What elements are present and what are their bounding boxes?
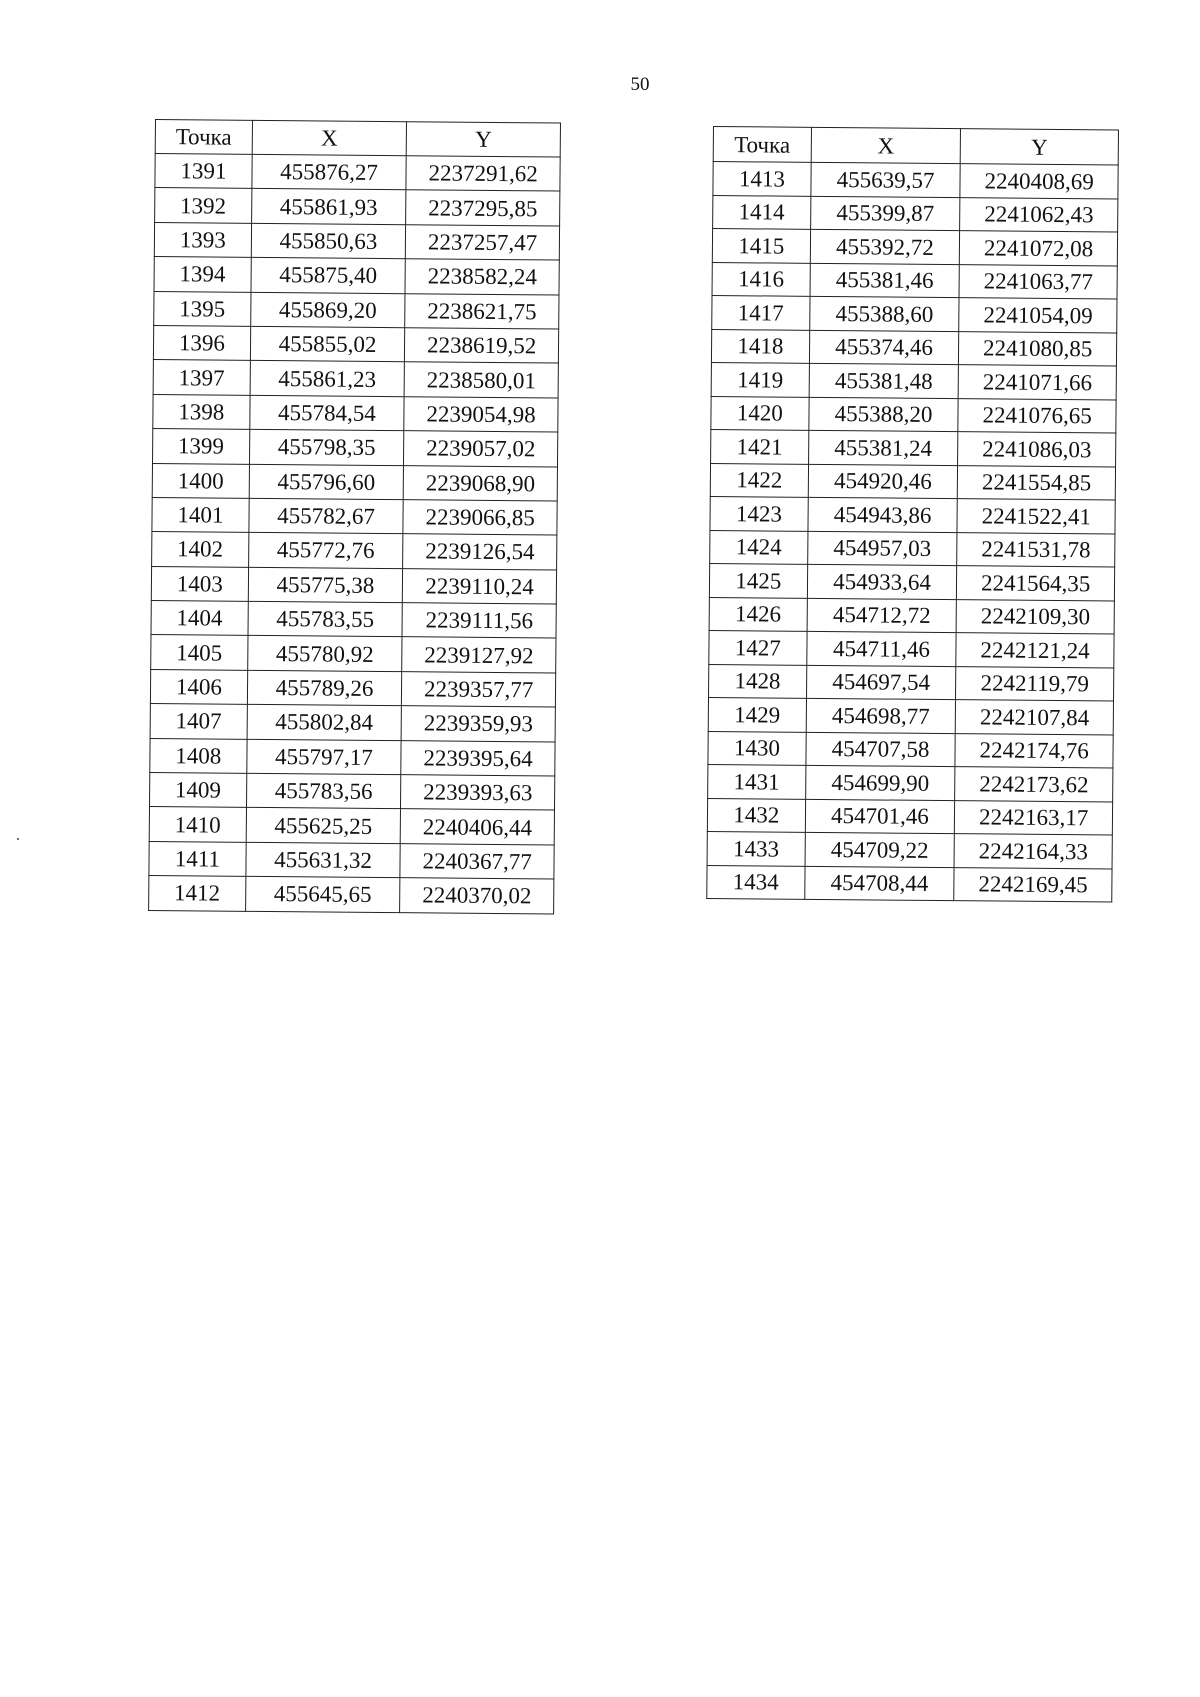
cell-y: 2241522,41 [957, 499, 1115, 534]
table-row [712, 262, 1117, 299]
cell-point: 1397 [153, 360, 250, 395]
cell-x: 455780,92 [247, 636, 402, 672]
cell-x: 455861,93 [251, 189, 406, 225]
cell-point: 1398 [153, 394, 250, 429]
cell-x: 454708,44 [804, 866, 954, 901]
cell-point: 1431 [708, 764, 806, 798]
header-point: Точка [155, 120, 252, 155]
table-row [710, 496, 1115, 533]
table-row [709, 597, 1114, 634]
cell-point: 1393 [154, 222, 251, 257]
table-row [708, 731, 1113, 768]
cell-y: 2241054,09 [959, 298, 1117, 333]
table-row [154, 291, 559, 329]
cell-y: 2239126,54 [403, 534, 557, 570]
cell-y: 2238619,52 [405, 328, 559, 364]
cell-y: 2240370,02 [400, 878, 554, 914]
cell-point: 1430 [708, 731, 806, 765]
cell-x: 454920,46 [808, 464, 958, 499]
cell-y: 2241554,85 [958, 465, 1116, 500]
cell-y: 2241531,78 [957, 532, 1115, 567]
coordinates-table-left [148, 119, 561, 914]
cell-y: 2240367,77 [400, 843, 554, 879]
cell-y: 2238580,01 [404, 362, 558, 398]
cell-point: 1429 [708, 697, 806, 731]
cell-x: 454933,64 [807, 564, 957, 599]
cell-x: 455796,60 [249, 464, 404, 500]
cell-point: 1400 [152, 463, 249, 498]
cell-point: 1407 [150, 704, 247, 739]
cell-x: 455399,87 [810, 196, 960, 231]
cell-x: 455789,26 [247, 670, 402, 706]
cell-y: 2242119,79 [956, 666, 1114, 701]
cell-y: 2242121,24 [956, 633, 1114, 668]
cell-point: 1411 [149, 841, 246, 876]
cell-point: 1396 [153, 325, 250, 360]
cell-x: 454698,77 [806, 698, 956, 733]
cell-x: 455797,17 [246, 739, 401, 775]
table-row [153, 394, 558, 432]
cell-point: 1427 [709, 630, 807, 664]
cell-y: 2241080,85 [959, 331, 1117, 366]
cell-y: 2242163,17 [955, 800, 1113, 835]
cell-point: 1434 [707, 865, 805, 899]
cell-x: 455381,48 [809, 363, 959, 398]
cell-y: 2241086,03 [958, 432, 1116, 467]
cell-point: 1404 [151, 601, 248, 636]
table-row [708, 764, 1113, 801]
cell-point: 1391 [155, 154, 252, 189]
cell-point: 1413 [713, 162, 811, 196]
cell-point: 1428 [709, 664, 807, 698]
cell-x: 454701,46 [805, 799, 955, 834]
cell-point: 1415 [712, 229, 810, 263]
cell-x: 454697,54 [806, 665, 956, 700]
table-row [713, 162, 1118, 199]
table-row [711, 396, 1116, 433]
cell-x: 455388,60 [809, 296, 959, 331]
cell-x: 455631,32 [246, 842, 401, 878]
cell-x: 455876,27 [252, 154, 407, 190]
cell-point: 1432 [707, 798, 805, 832]
cell-x: 454699,90 [805, 765, 955, 800]
cell-y: 2241062,43 [960, 197, 1118, 232]
table-row [149, 807, 554, 845]
cell-x: 454711,46 [807, 631, 957, 666]
table-row [708, 697, 1113, 734]
cell-x: 455388,20 [809, 397, 959, 432]
cell-point: 1403 [151, 566, 248, 601]
table-row [151, 601, 556, 639]
cell-y: 2242174,76 [955, 733, 1113, 768]
cell-y: 2239393,63 [401, 775, 555, 811]
cell-y: 2240406,44 [400, 809, 554, 845]
header-point: Точка [713, 127, 811, 163]
table-row [153, 360, 558, 398]
table-row [152, 497, 557, 535]
cell-x: 455381,46 [810, 263, 960, 298]
cell-x: 455772,76 [248, 533, 403, 569]
table-row [709, 630, 1114, 667]
cell-point: 1409 [149, 773, 246, 808]
table-row [709, 664, 1114, 701]
cell-x: 455784,54 [249, 395, 404, 431]
table-row [711, 362, 1116, 399]
table-header-row [713, 127, 1118, 166]
cell-point: 1412 [149, 876, 246, 911]
cell-y: 2241063,77 [959, 264, 1117, 299]
cell-x: 455798,35 [249, 429, 404, 465]
cell-x: 455855,02 [250, 326, 405, 362]
table-row [149, 841, 554, 879]
table-row [149, 773, 554, 811]
cell-x: 455381,24 [808, 430, 958, 465]
table-row [709, 563, 1114, 600]
table-row [711, 329, 1116, 366]
table-row [150, 669, 555, 707]
cell-y: 2238621,75 [405, 293, 559, 329]
header-y: Y [961, 129, 1119, 165]
cell-x: 455869,20 [250, 292, 405, 328]
table-row [707, 798, 1112, 835]
cell-point: 1421 [711, 429, 809, 463]
cell-y: 2239359,93 [401, 706, 555, 742]
cell-point: 1420 [711, 396, 809, 430]
cell-point: 1394 [154, 257, 251, 292]
cell-x: 454707,58 [806, 732, 956, 767]
cell-point: 1395 [154, 291, 251, 326]
table-row [153, 325, 558, 363]
cell-y: 2239395,64 [401, 740, 555, 776]
cell-point: 1414 [713, 195, 811, 229]
table-row [151, 566, 556, 604]
cell-point: 1392 [155, 188, 252, 223]
table-row [151, 635, 556, 673]
cell-x: 455392,72 [810, 229, 960, 264]
cell-x: 454957,03 [807, 531, 957, 566]
table-row [152, 429, 557, 467]
table-row [712, 295, 1117, 332]
table-row [150, 704, 555, 742]
stray-mark [17, 838, 19, 840]
cell-y: 2239111,56 [402, 603, 556, 639]
cell-y: 2241071,66 [958, 365, 1116, 400]
cell-x: 455802,84 [247, 705, 402, 741]
cell-x: 455775,38 [248, 567, 403, 603]
cell-y: 2239068,90 [403, 465, 557, 501]
cell-y: 2241072,08 [960, 231, 1118, 266]
cell-x: 455783,56 [246, 773, 401, 809]
table-row [149, 876, 554, 914]
table-row [707, 865, 1112, 902]
cell-point: 1424 [710, 530, 808, 564]
cell-x: 455625,25 [246, 808, 401, 844]
cell-y: 2241564,35 [957, 566, 1115, 601]
table-row [150, 738, 555, 776]
cell-point: 1418 [711, 329, 809, 363]
table-header-row [155, 120, 560, 158]
header-y: Y [406, 122, 560, 157]
cell-y: 2242164,33 [954, 834, 1112, 869]
cell-x: 454712,72 [807, 598, 957, 633]
cell-point: 1419 [711, 362, 809, 396]
cell-point: 1417 [712, 295, 810, 329]
table-row [152, 463, 557, 501]
table-row [155, 154, 560, 192]
cell-y: 2237291,62 [406, 156, 560, 192]
cell-y: 2242169,45 [954, 867, 1112, 902]
cell-x: 455782,67 [249, 498, 404, 534]
cell-y: 2239110,24 [403, 568, 557, 604]
cell-point: 1408 [150, 738, 247, 773]
cell-y: 2240408,69 [960, 164, 1118, 199]
cell-y: 2241076,65 [958, 398, 1116, 433]
cell-x: 455850,63 [251, 223, 406, 259]
table-row [713, 195, 1118, 232]
cell-y: 2242109,30 [956, 599, 1114, 634]
cell-y: 2239057,02 [404, 431, 558, 467]
cell-point: 1426 [709, 597, 807, 631]
table-row [154, 257, 559, 295]
table-row [711, 429, 1116, 466]
header-x: X [252, 120, 407, 155]
page-number: 50 [630, 74, 650, 95]
cell-x: 455645,65 [245, 877, 400, 913]
cell-point: 1433 [707, 831, 805, 865]
cell-y: 2239054,98 [404, 396, 558, 432]
cell-point: 1401 [152, 497, 249, 532]
table-row [155, 188, 560, 226]
table-row [710, 463, 1115, 500]
cell-x: 455861,23 [250, 361, 405, 397]
cell-y: 2239127,92 [402, 637, 556, 673]
cell-x: 455783,55 [248, 601, 403, 637]
cell-point: 1410 [149, 807, 246, 842]
cell-y: 2237295,85 [406, 190, 560, 226]
cell-point: 1422 [710, 463, 808, 497]
cell-x: 454943,86 [808, 497, 958, 532]
table-row [154, 222, 559, 260]
cell-y: 2239357,77 [402, 672, 556, 708]
table-row [712, 229, 1117, 266]
cell-point: 1425 [709, 563, 807, 597]
cell-y: 2239066,85 [403, 500, 557, 536]
cell-x: 454709,22 [805, 832, 955, 867]
cell-point: 1402 [152, 532, 249, 567]
cell-point: 1405 [151, 635, 248, 670]
table-row [707, 831, 1112, 868]
table-row [152, 532, 557, 570]
cell-y: 2238582,24 [405, 259, 559, 295]
cell-y: 2237257,47 [406, 224, 560, 260]
cell-x: 455875,40 [251, 258, 406, 294]
cell-point: 1416 [712, 262, 810, 296]
table-row [710, 530, 1115, 567]
cell-x: 455639,57 [811, 162, 961, 197]
coordinates-table-right [706, 126, 1119, 903]
cell-y: 2242107,84 [956, 700, 1114, 735]
cell-point: 1423 [710, 496, 808, 530]
header-x: X [811, 127, 961, 163]
cell-y: 2242173,62 [955, 767, 1113, 802]
cell-point: 1406 [150, 669, 247, 704]
cell-x: 455374,46 [809, 330, 959, 365]
cell-point: 1399 [152, 429, 249, 464]
